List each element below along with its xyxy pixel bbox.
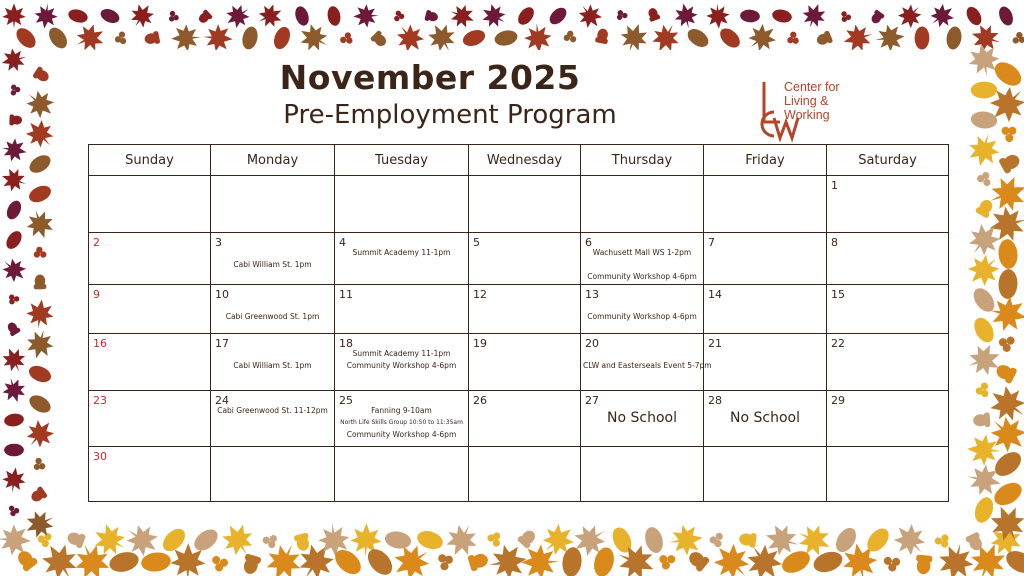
autumn-leaf-icon bbox=[166, 10, 181, 25]
autumn-leaf-icon bbox=[1002, 547, 1024, 576]
autumn-leaf-icon bbox=[685, 548, 710, 572]
day-number: 15 bbox=[831, 288, 845, 302]
autumn-leaf-icon bbox=[642, 525, 665, 555]
autumn-leaf-icon bbox=[9, 114, 22, 125]
day-number: 8 bbox=[831, 235, 838, 249]
autumn-leaf-icon bbox=[26, 152, 53, 177]
day-number: 19 bbox=[473, 336, 487, 350]
week-row bbox=[89, 232, 949, 285]
event-text: Cabi Greenwood St. 11-12pm bbox=[217, 405, 328, 415]
autumn-leaf-icon bbox=[0, 165, 30, 195]
day-cell[interactable] bbox=[211, 285, 335, 334]
autumn-leaf-icon bbox=[493, 28, 519, 48]
day-cell[interactable] bbox=[827, 390, 949, 447]
autumn-leaf-icon bbox=[294, 532, 312, 552]
autumn-leaf-icon bbox=[107, 549, 141, 575]
day-events bbox=[213, 299, 332, 323]
event-text: Fanning 9-10am bbox=[371, 405, 432, 415]
event-text bbox=[583, 348, 701, 360]
day-events bbox=[583, 247, 701, 283]
day-events bbox=[337, 405, 466, 441]
autumn-leaf-icon bbox=[25, 298, 56, 331]
autumn-leaf-icon bbox=[26, 363, 53, 386]
autumn-leaf-icon bbox=[171, 24, 202, 53]
autumn-leaf-icon bbox=[964, 4, 985, 27]
page-title: November 2025 bbox=[279, 58, 581, 97]
day-cell[interactable] bbox=[827, 232, 949, 285]
autumn-leaf-icon bbox=[326, 5, 342, 27]
autumn-leaf-icon bbox=[33, 2, 60, 30]
day-events bbox=[337, 247, 466, 259]
day-number: 18 bbox=[339, 336, 353, 350]
autumn-leaf-icon bbox=[140, 551, 172, 573]
day-number: 9 bbox=[93, 288, 100, 302]
event-text: Community Workshop 4-6pm bbox=[346, 360, 457, 370]
autumn-leaf-icon bbox=[23, 326, 57, 361]
autumn-leaf-icon bbox=[0, 523, 32, 556]
calendar-grid bbox=[88, 144, 949, 502]
day-number: 24 bbox=[215, 393, 229, 407]
day-number: 22 bbox=[831, 336, 845, 350]
day-cell[interactable] bbox=[704, 285, 827, 334]
day-number: 14 bbox=[708, 288, 722, 302]
autumn-leaf-icon bbox=[477, 0, 511, 32]
autumn-leaf-icon bbox=[13, 25, 40, 52]
autumn-leaf-icon bbox=[240, 25, 260, 51]
autumn-leaf-icon bbox=[717, 25, 744, 52]
autumn-leaf-icon bbox=[595, 28, 610, 45]
autumn-leaf-icon bbox=[26, 392, 53, 416]
day-cell[interactable] bbox=[581, 285, 704, 334]
autumn-leaf-icon bbox=[672, 1, 700, 31]
day-cell[interactable] bbox=[704, 333, 827, 390]
autumn-leaf-icon bbox=[811, 548, 845, 576]
autumn-leaf-icon bbox=[26, 182, 53, 205]
autumn-leaf-icon bbox=[0, 375, 29, 406]
day-number: 23 bbox=[93, 393, 107, 407]
week-row bbox=[89, 390, 949, 447]
autumn-leaf-icon bbox=[656, 550, 677, 572]
autumn-leaf-icon bbox=[874, 23, 907, 54]
autumn-leaf-icon bbox=[973, 412, 991, 428]
autumn-leaf-icon bbox=[4, 198, 24, 221]
day-cell[interactable] bbox=[211, 232, 335, 285]
weekday-sunday: Sunday bbox=[89, 145, 211, 176]
autumn-leaf-icon bbox=[5, 320, 21, 336]
autumn-leaf-icon bbox=[32, 66, 51, 85]
autumn-leaf-icon bbox=[972, 495, 997, 526]
day-number: 26 bbox=[473, 393, 487, 407]
autumn-leaf-icon bbox=[667, 522, 705, 558]
autumn-leaf-icon bbox=[370, 30, 389, 49]
event-text: Community Workshop 4-6pm bbox=[346, 429, 457, 439]
autumn-leaf-icon bbox=[65, 530, 86, 549]
autumn-leaf-icon bbox=[211, 555, 229, 572]
day-cell[interactable] bbox=[827, 285, 949, 334]
day-number: 13 bbox=[585, 288, 599, 302]
day-cell[interactable] bbox=[581, 447, 704, 502]
autumn-leaf-icon bbox=[614, 8, 628, 22]
week-row bbox=[89, 333, 949, 390]
autumn-leaf-icon bbox=[3, 228, 25, 251]
autumn-leaf-icon bbox=[945, 25, 963, 50]
autumn-leaf-icon bbox=[869, 9, 885, 26]
day-events bbox=[213, 405, 332, 417]
autumn-leaf-icon bbox=[487, 542, 530, 576]
autumn-leaf-icon bbox=[838, 10, 852, 24]
day-cell[interactable] bbox=[89, 447, 211, 502]
day-cell[interactable] bbox=[211, 333, 335, 390]
day-events bbox=[337, 348, 466, 372]
autumn-leaf-icon bbox=[0, 46, 29, 75]
autumn-leaf-icon bbox=[14, 547, 38, 572]
event-text: Summit Academy 11-1pm bbox=[352, 348, 451, 358]
day-number: 7 bbox=[708, 235, 715, 249]
day-cell[interactable] bbox=[211, 447, 335, 502]
autumn-leaf-icon bbox=[190, 525, 221, 554]
autumn-leaf-icon bbox=[0, 344, 30, 377]
autumn-leaf-icon bbox=[144, 31, 161, 46]
autumn-leaf-icon bbox=[424, 10, 439, 24]
day-cell[interactable] bbox=[469, 176, 581, 233]
day-number: 28 bbox=[708, 393, 722, 407]
autumn-leaf-icon bbox=[33, 246, 47, 259]
day-number: 6 bbox=[585, 235, 592, 249]
day-number: 25 bbox=[339, 393, 353, 407]
autumn-leaf-icon bbox=[517, 527, 539, 549]
day-cell[interactable] bbox=[89, 232, 211, 285]
day-cell[interactable] bbox=[89, 333, 211, 390]
autumn-leaf-icon bbox=[996, 333, 1015, 353]
autumn-leaf-icon bbox=[45, 24, 70, 51]
day-cell[interactable] bbox=[704, 176, 827, 233]
autumn-leaf-icon bbox=[4, 444, 24, 457]
weekday-friday: Friday bbox=[704, 145, 827, 176]
autumn-leaf-icon bbox=[740, 9, 761, 23]
autumn-leaf-icon bbox=[293, 5, 311, 28]
autumn-leaf-icon bbox=[914, 26, 929, 49]
event-text: CLW and Easterseals Event 5-7pm bbox=[583, 360, 712, 370]
autumn-leaf-icon bbox=[485, 529, 504, 548]
autumn-leaf-icon bbox=[363, 545, 397, 576]
autumn-leaf-icon bbox=[202, 23, 234, 53]
autumn-leaf-icon bbox=[353, 4, 379, 28]
autumn-leaf-icon bbox=[262, 533, 280, 551]
event-text: Cabi Greenwood St. 1pm bbox=[225, 312, 320, 322]
day-number: 27 bbox=[585, 393, 599, 407]
autumn-leaf-icon bbox=[159, 525, 189, 556]
autumn-leaf-icon bbox=[738, 531, 757, 548]
autumn-leaf-icon bbox=[974, 382, 990, 399]
autumn-leaf-icon bbox=[241, 553, 262, 576]
autumn-leaf-icon bbox=[1012, 31, 1024, 47]
event-text: Cabi William St. 1pm bbox=[233, 360, 312, 370]
day-cell[interactable] bbox=[581, 390, 704, 447]
autumn-leaf-icon bbox=[971, 81, 998, 99]
page-subtitle: Pre-Employment Program bbox=[283, 100, 617, 130]
autumn-leaf-icon bbox=[10, 84, 21, 96]
event-text bbox=[583, 259, 701, 271]
day-cell[interactable] bbox=[827, 447, 949, 502]
day-events bbox=[583, 299, 701, 323]
autumn-leaf-icon bbox=[67, 7, 90, 25]
autumn-leaf-icon bbox=[646, 7, 660, 23]
day-events bbox=[213, 348, 332, 372]
day-number: 5 bbox=[473, 235, 480, 249]
autumn-leaf-icon bbox=[415, 528, 445, 552]
autumn-leaf-icon bbox=[684, 25, 711, 50]
autumn-leaf-icon bbox=[467, 551, 490, 572]
event-text: Wachusett Mall WS 1-2pm bbox=[592, 247, 692, 257]
week-row bbox=[89, 447, 949, 502]
autumn-leaf-icon bbox=[996, 4, 1015, 27]
day-cell[interactable] bbox=[335, 390, 469, 447]
event-text bbox=[213, 247, 332, 259]
autumn-leaf-icon bbox=[254, 0, 287, 32]
day-cell[interactable] bbox=[827, 176, 949, 233]
event-text bbox=[583, 299, 701, 311]
autumn-leaf-icon bbox=[999, 122, 1021, 144]
autumn-leaf-icon bbox=[461, 27, 488, 49]
weekday-thursday: Thursday bbox=[581, 145, 704, 176]
day-number: 20 bbox=[585, 336, 599, 350]
day-cell[interactable] bbox=[469, 232, 581, 285]
autumn-leaf-icon bbox=[436, 551, 456, 572]
autumn-leaf-icon bbox=[799, 0, 830, 32]
week-row bbox=[89, 176, 949, 233]
day-cell[interactable] bbox=[335, 176, 469, 233]
day-cell[interactable] bbox=[704, 447, 827, 502]
logo-text bbox=[784, 80, 840, 122]
weekday-tuesday: Tuesday bbox=[335, 145, 469, 176]
autumn-leaf-icon bbox=[20, 414, 60, 454]
autumn-leaf-icon bbox=[3, 412, 24, 427]
day-number: 3 bbox=[215, 235, 222, 249]
autumn-leaf-icon bbox=[7, 505, 20, 517]
event-text: No School bbox=[730, 409, 800, 426]
day-cell[interactable] bbox=[827, 333, 949, 390]
autumn-leaf-icon bbox=[339, 30, 356, 47]
autumn-leaf-icon bbox=[2, 3, 25, 28]
day-number: 4 bbox=[339, 235, 346, 249]
autumn-leaf-icon bbox=[34, 274, 47, 289]
autumn-leaf-icon bbox=[998, 151, 1022, 174]
event-text: Community Workshop 4-6pm bbox=[587, 312, 697, 322]
autumn-leaf-icon bbox=[394, 10, 405, 22]
autumn-leaf-icon bbox=[23, 206, 58, 242]
autumn-leaf-icon bbox=[446, 0, 478, 31]
autumn-leaf-icon bbox=[990, 58, 1024, 91]
day-number: 16 bbox=[93, 336, 107, 350]
day-cell[interactable] bbox=[704, 232, 827, 285]
day-cell[interactable] bbox=[469, 333, 581, 390]
autumn-leaf-icon bbox=[573, 0, 607, 33]
day-cell[interactable] bbox=[211, 176, 335, 233]
day-number: 21 bbox=[708, 336, 722, 350]
autumn-leaf-icon bbox=[547, 5, 570, 28]
autumn-leaf-icon bbox=[30, 457, 47, 474]
event-text: North Life Skills Group 10:50 to 11:35am bbox=[340, 418, 463, 426]
event-text: Cabi William St. 1pm bbox=[233, 259, 312, 269]
weekday-header-row bbox=[89, 145, 949, 176]
autumn-leaf-icon bbox=[784, 30, 800, 47]
event-text: Summit Academy 11-1pm bbox=[352, 247, 451, 257]
day-cell[interactable] bbox=[89, 285, 211, 334]
day-cell[interactable] bbox=[469, 285, 581, 334]
event-text: Community Workshop 4-6pm bbox=[587, 271, 697, 281]
day-number: 10 bbox=[215, 288, 229, 302]
autumn-leaf-icon bbox=[98, 6, 121, 26]
day-events bbox=[583, 348, 712, 372]
autumn-leaf-icon bbox=[976, 170, 994, 188]
autumn-leaf-icon bbox=[975, 197, 996, 219]
autumn-leaf-icon bbox=[196, 9, 213, 25]
week-row bbox=[89, 285, 949, 334]
autumn-leaf-icon bbox=[384, 529, 413, 550]
day-cell[interactable] bbox=[469, 447, 581, 502]
autumn-leaf-icon bbox=[965, 130, 1003, 170]
autumn-leaf-icon bbox=[271, 25, 293, 52]
autumn-leaf-icon bbox=[771, 8, 793, 24]
day-events bbox=[213, 247, 332, 271]
day-number: 17 bbox=[215, 336, 229, 350]
day-cell[interactable] bbox=[89, 176, 211, 233]
day-number: 11 bbox=[339, 288, 353, 302]
event-text bbox=[213, 299, 332, 311]
logo-line-3: Working bbox=[784, 108, 830, 122]
event-text bbox=[213, 348, 332, 360]
event-text: No School bbox=[607, 409, 677, 426]
day-cell[interactable] bbox=[704, 390, 827, 447]
autumn-leaf-icon bbox=[29, 486, 48, 505]
autumn-leaf-icon bbox=[993, 361, 1017, 384]
logo-line-1: Center for bbox=[784, 80, 840, 94]
logo-line-2: Living & bbox=[784, 94, 829, 108]
day-number: 29 bbox=[831, 393, 845, 407]
autumn-leaf-icon bbox=[1, 466, 28, 494]
day-cell[interactable] bbox=[581, 333, 712, 390]
day-cell[interactable] bbox=[335, 232, 469, 285]
autumn-leaf-icon bbox=[998, 269, 1018, 300]
autumn-leaf-icon bbox=[997, 238, 1018, 269]
autumn-leaf-icon bbox=[991, 447, 1024, 480]
day-number: 12 bbox=[473, 288, 487, 302]
autumn-leaf-icon bbox=[515, 4, 537, 27]
autumn-leaf-icon bbox=[884, 556, 901, 572]
day-cell[interactable] bbox=[335, 333, 469, 390]
autumn-leaf-icon bbox=[20, 114, 60, 154]
day-events bbox=[706, 405, 824, 427]
day-cell[interactable] bbox=[335, 285, 469, 334]
autumn-leaf-icon bbox=[815, 30, 833, 47]
autumn-leaf-icon bbox=[125, 0, 158, 33]
day-events bbox=[583, 405, 701, 427]
autumn-leaf-icon bbox=[6, 292, 21, 307]
autumn-leaf-icon bbox=[915, 555, 933, 575]
autumn-leaf-icon bbox=[563, 30, 576, 42]
autumn-leaf-icon bbox=[0, 136, 28, 163]
weekday-saturday: Saturday bbox=[827, 145, 949, 176]
autumn-leaf-icon bbox=[966, 433, 1002, 466]
autumn-leaf-icon bbox=[0, 253, 31, 287]
day-cell[interactable] bbox=[581, 176, 704, 233]
day-cell[interactable] bbox=[581, 232, 704, 285]
day-cell[interactable] bbox=[89, 390, 211, 447]
day-cell[interactable] bbox=[469, 390, 581, 447]
day-number: 2 bbox=[93, 235, 100, 249]
day-number: 30 bbox=[93, 450, 107, 464]
autumn-leaf-icon bbox=[521, 544, 559, 576]
day-number: 1 bbox=[831, 179, 838, 192]
autumn-leaf-icon bbox=[705, 3, 730, 30]
autumn-leaf-icon bbox=[970, 110, 998, 129]
weekday-monday: Monday bbox=[211, 145, 335, 176]
autumn-leaf-icon bbox=[968, 21, 1004, 56]
autumn-leaf-icon bbox=[113, 31, 128, 47]
autumn-leaf-icon bbox=[970, 314, 997, 345]
autumn-leaf-icon bbox=[710, 533, 723, 547]
day-cell[interactable] bbox=[335, 447, 469, 502]
day-cell[interactable] bbox=[211, 390, 335, 447]
autumn-leaf-icon bbox=[20, 84, 60, 124]
weekday-wednesday: Wednesday bbox=[469, 145, 581, 176]
